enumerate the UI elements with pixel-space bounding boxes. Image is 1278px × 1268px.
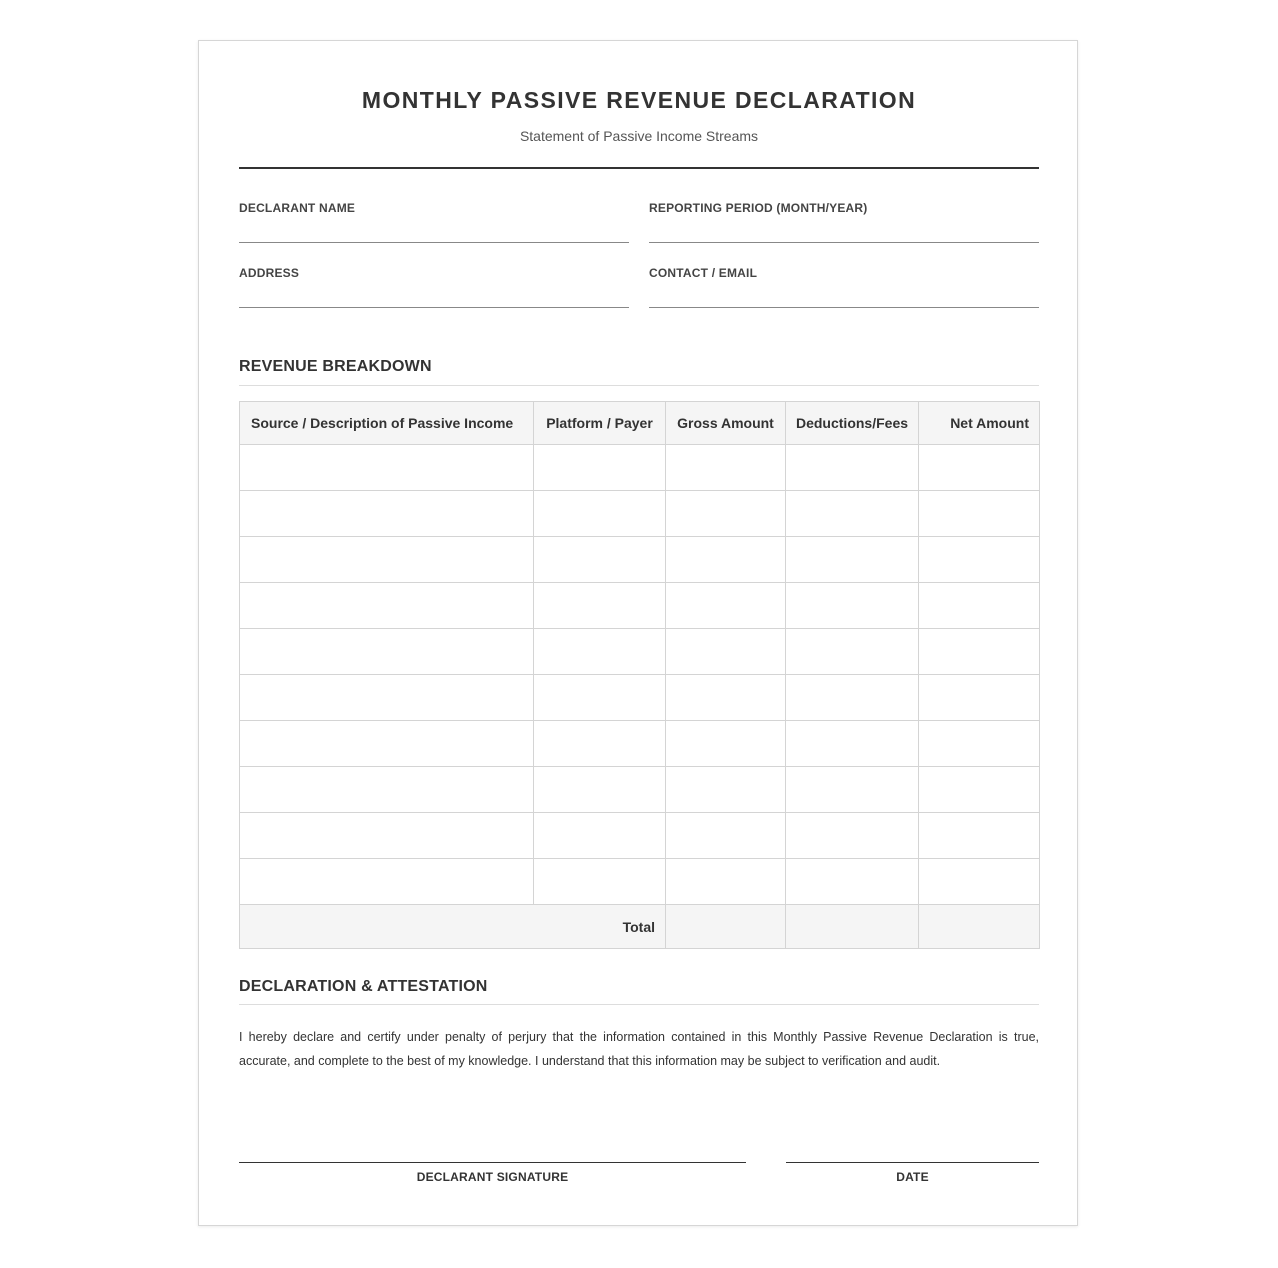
signature-label: DECLARANT SIGNATURE: [416, 1170, 569, 1184]
platform-cell[interactable]: [534, 813, 666, 859]
table-row: [240, 813, 1040, 859]
net-cell[interactable]: [919, 445, 1040, 491]
contact-email-line: [649, 307, 1039, 308]
declarant-name-label: DECLARANT NAME: [239, 201, 356, 215]
table-row: [240, 629, 1040, 675]
signature-line[interactable]: [239, 1162, 746, 1163]
net-cell[interactable]: [919, 537, 1040, 583]
deductions-cell[interactable]: [786, 675, 919, 721]
gross-cell[interactable]: [666, 537, 786, 583]
total-deductions-cell[interactable]: [786, 905, 919, 949]
document-subtitle: Statement of Passive Income Streams: [519, 128, 759, 144]
table-row: [240, 859, 1040, 905]
contact-email-label: CONTACT / EMAIL: [649, 266, 758, 280]
gross-cell[interactable]: [666, 629, 786, 675]
table-row: [240, 721, 1040, 767]
gross-cell[interactable]: [666, 491, 786, 537]
source-cell[interactable]: [240, 583, 534, 629]
column-header-deductions: Deductions/Fees: [786, 402, 919, 445]
source-cell[interactable]: [240, 445, 534, 491]
column-header-source: Source / Description of Passive Income: [240, 402, 534, 445]
table-row: [240, 675, 1040, 721]
gross-cell[interactable]: [666, 583, 786, 629]
revenue-section-title: REVENUE BREAKDOWN: [239, 358, 432, 375]
declarant-name-field[interactable]: [239, 201, 629, 215]
table-row: [240, 445, 1040, 491]
declarant-name-line: [239, 242, 629, 243]
net-cell[interactable]: [919, 767, 1040, 813]
reporting-period-label: REPORTING PERIOD (MONTH/YEAR): [649, 201, 868, 215]
deductions-cell[interactable]: [786, 767, 919, 813]
address-field[interactable]: [239, 266, 629, 280]
platform-cell[interactable]: [534, 491, 666, 537]
platform-cell[interactable]: [534, 767, 666, 813]
document-title: MONTHLY PASSIVE REVENUE DECLARATION: [361, 87, 917, 113]
platform-cell[interactable]: [534, 721, 666, 767]
contact-email-field[interactable]: [649, 266, 1039, 280]
declaration-section-divider: [239, 1004, 1039, 1005]
platform-cell[interactable]: [534, 859, 666, 905]
source-cell[interactable]: [240, 767, 534, 813]
deductions-cell[interactable]: [786, 629, 919, 675]
date-line[interactable]: [786, 1162, 1039, 1163]
gross-cell[interactable]: [666, 859, 786, 905]
net-cell[interactable]: [919, 629, 1040, 675]
column-header-gross: Gross Amount: [666, 402, 786, 445]
deductions-cell[interactable]: [786, 445, 919, 491]
reporting-period-field[interactable]: [649, 201, 1039, 215]
net-cell[interactable]: [919, 721, 1040, 767]
net-cell[interactable]: [919, 813, 1040, 859]
source-cell[interactable]: [240, 813, 534, 859]
deductions-cell[interactable]: [786, 537, 919, 583]
source-cell[interactable]: [240, 537, 534, 583]
net-cell[interactable]: [919, 491, 1040, 537]
source-cell[interactable]: [240, 859, 534, 905]
source-cell[interactable]: [240, 491, 534, 537]
deductions-cell[interactable]: [786, 491, 919, 537]
document-page: [198, 40, 1078, 1226]
revenue-section-divider: [239, 385, 1039, 386]
total-row: [240, 905, 1040, 949]
deductions-cell[interactable]: [786, 583, 919, 629]
gross-cell[interactable]: [666, 675, 786, 721]
source-cell[interactable]: [240, 675, 534, 721]
source-cell[interactable]: [240, 721, 534, 767]
declaration-section-title: DECLARATION & ATTESTATION: [239, 978, 488, 995]
revenue-table: [239, 401, 1040, 949]
column-header-net: Net Amount: [919, 402, 1040, 445]
table-row: [240, 537, 1040, 583]
reporting-period-line: [649, 242, 1039, 243]
gross-cell[interactable]: [666, 721, 786, 767]
source-cell[interactable]: [240, 629, 534, 675]
gross-cell[interactable]: [666, 445, 786, 491]
gross-cell[interactable]: [666, 813, 786, 859]
platform-cell[interactable]: [534, 537, 666, 583]
total-label: Total: [240, 905, 666, 949]
net-cell[interactable]: [919, 859, 1040, 905]
platform-cell[interactable]: [534, 675, 666, 721]
address-label: ADDRESS: [239, 266, 300, 280]
date-label: DATE: [896, 1170, 929, 1184]
table-row: [240, 767, 1040, 813]
deductions-cell[interactable]: [786, 859, 919, 905]
deductions-cell[interactable]: [786, 721, 919, 767]
net-cell[interactable]: [919, 583, 1040, 629]
title-divider: [239, 167, 1039, 169]
address-line: [239, 307, 629, 308]
platform-cell[interactable]: [534, 445, 666, 491]
column-header-platform: Platform / Payer: [534, 402, 666, 445]
table-row: [240, 583, 1040, 629]
revenue-table-header: [240, 402, 1040, 445]
declaration-text: I hereby declare and certify under penalty of perjury that the information contained in this Monthly Passive Revenue Declaration is true, accurate, and complete to the best of my knowledge. I understand that this information may be subject to verification and audit.: [239, 1030, 1039, 1068]
total-net-cell[interactable]: [919, 905, 1040, 949]
total-gross-cell[interactable]: [666, 905, 786, 949]
net-cell[interactable]: [919, 675, 1040, 721]
deductions-cell[interactable]: [786, 813, 919, 859]
table-row: [240, 491, 1040, 537]
platform-cell[interactable]: [534, 629, 666, 675]
gross-cell[interactable]: [666, 767, 786, 813]
platform-cell[interactable]: [534, 583, 666, 629]
